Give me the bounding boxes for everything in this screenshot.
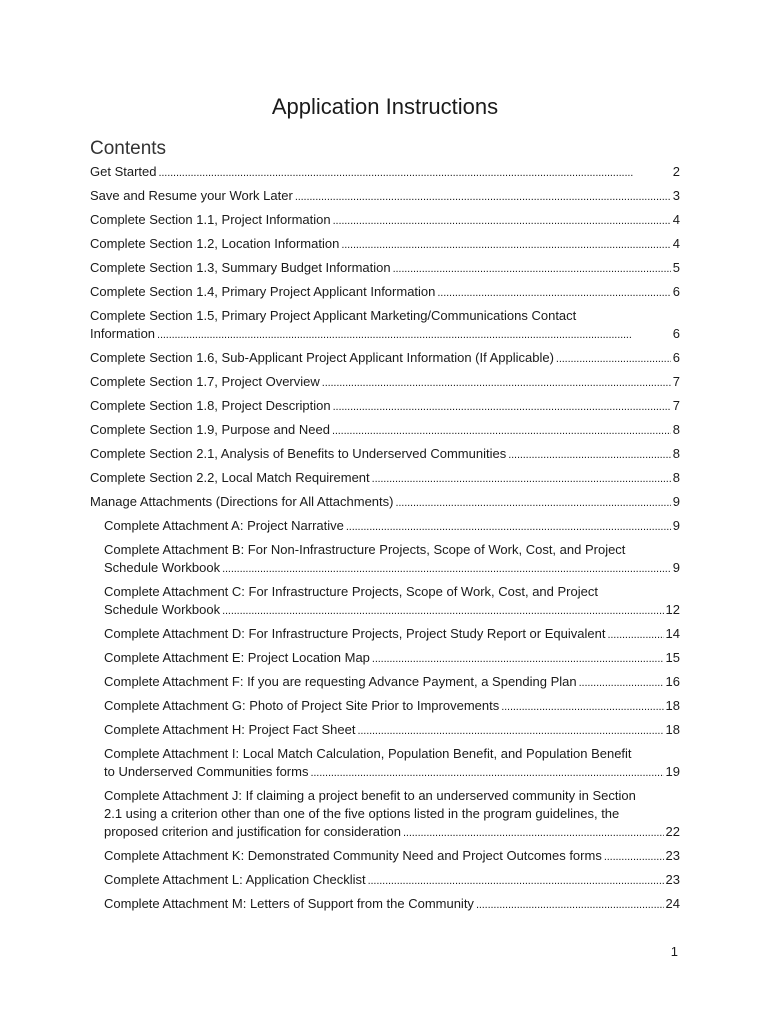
toc-page-number: 6 xyxy=(672,350,680,365)
toc-entry[interactable] xyxy=(104,517,680,536)
toc-entry-text: Complete Section 1.3, Summary Budget Information xyxy=(90,260,391,275)
toc-entry[interactable] xyxy=(104,583,680,620)
dot-leader xyxy=(333,211,671,230)
dot-leader xyxy=(501,697,663,716)
toc-entry[interactable] xyxy=(104,895,680,914)
dot-leader xyxy=(222,601,663,620)
dot-leader xyxy=(368,871,664,890)
toc-entry-text: Complete Attachment D: For Infrastructure Projects, Project Study Report or Equivalent xyxy=(104,626,606,641)
toc-entry-text: Complete Attachment F: If you are requesting Advance Payment, a Spending Plan xyxy=(104,674,577,689)
dot-leader xyxy=(604,847,664,866)
toc-entry[interactable] xyxy=(90,397,680,416)
toc-page-number: 5 xyxy=(672,260,680,275)
toc-entry[interactable] xyxy=(90,421,680,440)
toc-entry[interactable] xyxy=(90,283,680,302)
toc-entry-text: proposed criterion and justification for consideration xyxy=(104,824,402,839)
toc-entry[interactable] xyxy=(90,211,680,230)
dot-leader xyxy=(346,517,671,536)
toc-page-number: 18 xyxy=(665,722,680,737)
toc-page-number: 8 xyxy=(672,470,680,485)
toc-entry-text: Complete Section 1.9, Purpose and Need xyxy=(90,422,330,437)
toc-entry-text: to Underserved Communities forms xyxy=(104,764,309,779)
dot-leader xyxy=(157,325,671,344)
toc-page-number: 3 xyxy=(672,188,680,203)
dot-leader xyxy=(508,445,671,464)
toc-page-number: 9 xyxy=(672,494,680,509)
toc-entry-text: Complete Section 1.7, Project Overview xyxy=(90,374,320,389)
dot-leader xyxy=(322,373,671,392)
toc-page-number: 24 xyxy=(665,896,680,911)
page-title: Application Instructions xyxy=(271,94,499,119)
toc-entry-text: Schedule Workbook xyxy=(104,560,221,575)
toc-entry-text: Complete Section 1.4, Primary Project Applicant Information xyxy=(90,284,436,299)
toc-entry-text: Complete Attachment A: Project Narrative xyxy=(104,518,344,533)
toc-page-number: 4 xyxy=(672,236,680,251)
toc-entry[interactable] xyxy=(90,163,680,182)
toc-entry-text: Complete Section 2.1, Analysis of Benefits to Underserved Communities xyxy=(90,446,507,461)
toc-page-number: 15 xyxy=(665,650,680,665)
dot-leader xyxy=(333,397,671,416)
toc-page-number: 9 xyxy=(672,560,680,575)
toc-page-number: 14 xyxy=(665,626,680,641)
toc-page-number: 6 xyxy=(672,284,680,299)
toc-page-number: 9 xyxy=(672,518,680,533)
dot-leader xyxy=(403,823,664,842)
toc-entry-text: Information xyxy=(90,326,156,341)
page-number: 1 xyxy=(670,944,678,959)
dot-leader xyxy=(332,421,671,440)
toc-page-number: 8 xyxy=(672,446,680,461)
toc-entry-text: Complete Attachment E: Project Location Map xyxy=(104,650,370,665)
toc-entry-text: Complete Attachment G: Photo of Project Site Prior to Improvements xyxy=(104,698,500,713)
toc-entry-text: Complete Attachment L: Application Checklist xyxy=(104,872,366,887)
toc-entry[interactable] xyxy=(104,697,680,716)
toc-entry-text: Complete Attachment M: Letters of Support from the Community xyxy=(104,896,474,911)
toc-entry[interactable] xyxy=(90,307,680,344)
dot-leader xyxy=(556,349,671,368)
contents-heading: Contents xyxy=(90,138,167,159)
toc-page-number: 23 xyxy=(665,848,680,863)
toc-entry-text: Complete Attachment B: For Non-Infrastructure Projects, Scope of Work, Cost, and Project xyxy=(104,542,626,557)
toc-page-number: 12 xyxy=(665,602,680,617)
dot-leader xyxy=(295,187,671,206)
toc-entry[interactable] xyxy=(90,235,680,254)
toc-entry-text: Complete Attachment K: Demonstrated Community Need and Project Outcomes forms xyxy=(104,848,602,863)
toc-entry[interactable] xyxy=(104,745,680,782)
toc-entry-text: Complete Section 2.2, Local Match Requirement xyxy=(90,470,370,485)
dot-leader xyxy=(607,625,663,644)
dot-leader xyxy=(372,649,664,668)
toc-entry-text: Manage Attachments (Directions for All Attachments) xyxy=(90,494,394,509)
toc-entry[interactable] xyxy=(90,445,680,464)
toc-entry[interactable] xyxy=(90,259,680,278)
toc-page-number: 22 xyxy=(665,824,680,839)
toc-entry[interactable] xyxy=(104,871,680,890)
toc-entry[interactable] xyxy=(90,469,680,488)
dot-leader xyxy=(437,283,670,302)
toc-entry-text: Complete Attachment I: Local Match Calculation, Population Benefit, and Population Benefit xyxy=(104,746,632,761)
toc-entry-text: Complete Section 1.6, Sub-Applicant Project Applicant Information (If Applicable) xyxy=(90,350,554,365)
toc-entry[interactable] xyxy=(90,187,680,206)
dot-leader xyxy=(158,163,670,182)
toc-entry[interactable] xyxy=(104,673,680,692)
toc-entry-text: Complete Section 1.1, Project Information xyxy=(90,212,331,227)
dot-leader xyxy=(357,721,663,740)
dot-leader xyxy=(341,235,670,254)
toc-entry[interactable] xyxy=(104,541,680,578)
toc-entry[interactable] xyxy=(104,721,680,740)
dot-leader xyxy=(372,469,671,488)
dot-leader xyxy=(395,493,670,512)
toc-page-number: 2 xyxy=(672,164,680,179)
toc-entry-text: Complete Section 1.2, Location Information xyxy=(90,236,340,251)
toc-page-number: 19 xyxy=(665,764,680,779)
dot-leader xyxy=(579,673,664,692)
dot-leader xyxy=(393,259,671,278)
dot-leader xyxy=(222,559,671,578)
toc-page-number: 18 xyxy=(665,698,680,713)
toc-entry-text: Complete Attachment C: For Infrastructure Projects, Scope of Work, Cost, and Project xyxy=(104,584,598,599)
toc-entry[interactable] xyxy=(104,787,680,842)
toc-page-number: 6 xyxy=(672,326,680,341)
dot-leader xyxy=(476,895,664,914)
toc-entry-text: 2.1 using a criterion other than one of the five options listed in the program guidelines, the xyxy=(104,806,620,821)
dot-leader xyxy=(310,763,663,782)
toc-entry-text: Complete Attachment J: If claiming a project benefit to an underserved community in Section xyxy=(104,788,636,803)
toc-entry-text: Complete Section 1.5, Primary Project Applicant Marketing/Communications Contact xyxy=(90,308,577,323)
toc-entry[interactable] xyxy=(90,349,680,368)
toc-entry[interactable] xyxy=(104,847,680,866)
toc-page-number: 8 xyxy=(672,422,680,437)
toc-entry-text: Complete Attachment H: Project Fact Sheet xyxy=(104,722,356,737)
toc-entry[interactable] xyxy=(90,493,680,512)
toc-entry-text: Get Started xyxy=(90,164,157,179)
toc-page-number: 23 xyxy=(665,872,680,887)
toc-page-number: 16 xyxy=(665,674,680,689)
toc-entry-text: Complete Section 1.8, Project Description xyxy=(90,398,331,413)
toc-page-number: 7 xyxy=(672,398,680,413)
toc-page-number: 4 xyxy=(672,212,680,227)
toc-entry-text: Save and Resume your Work Later xyxy=(90,188,293,203)
toc-entry[interactable] xyxy=(90,373,680,392)
toc-entry-text: Schedule Workbook xyxy=(104,602,221,617)
toc-page-number: 7 xyxy=(672,374,680,389)
toc-entry[interactable] xyxy=(104,625,680,644)
toc-entry[interactable] xyxy=(104,649,680,668)
